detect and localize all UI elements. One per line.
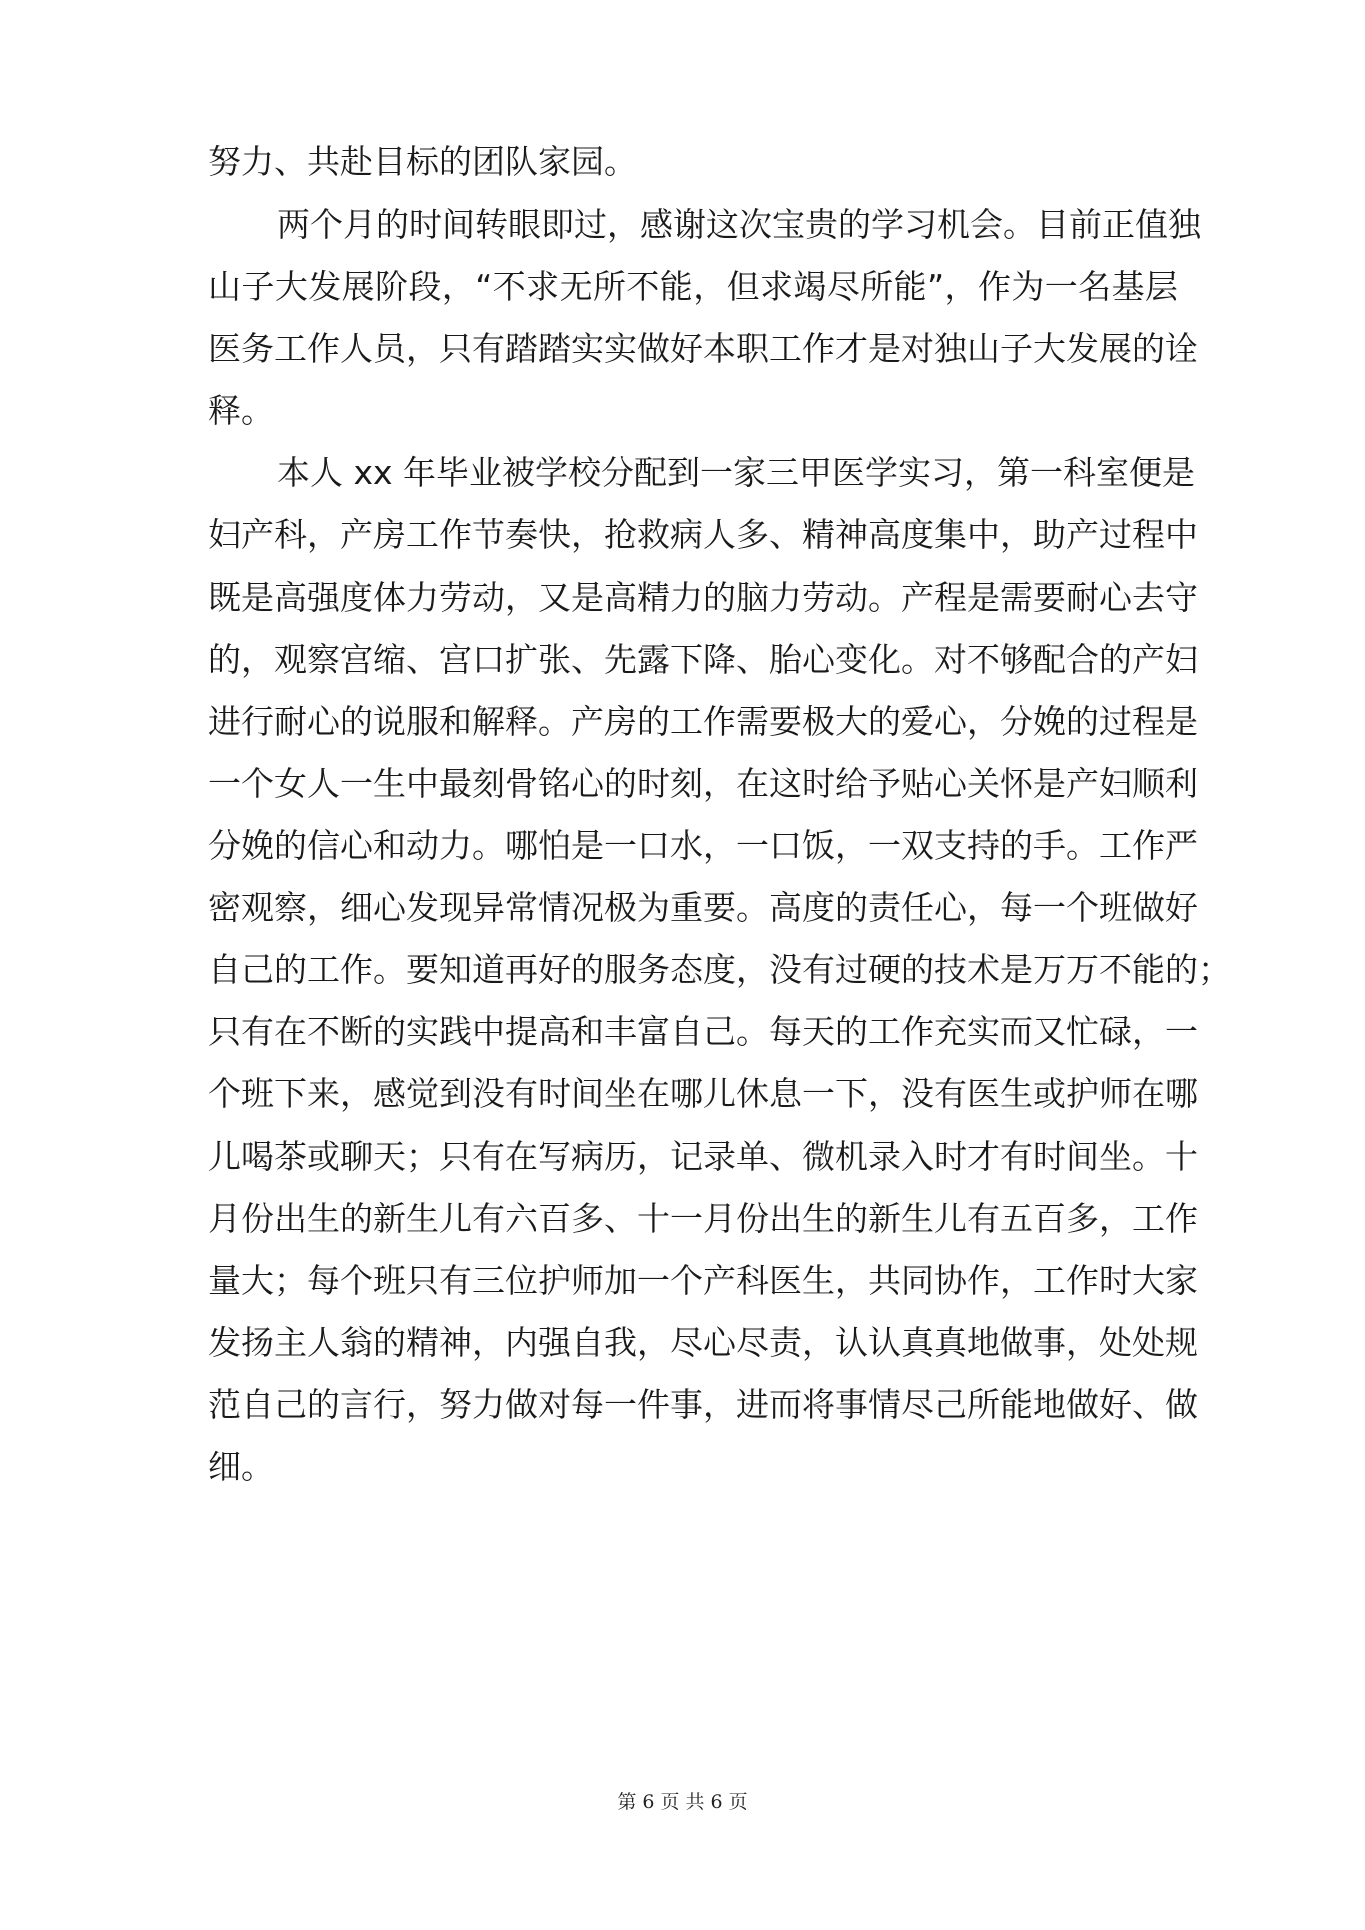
paragraph-3-line-8: 密观察，细心发现异常情况极为重要。高度的责任心，每一个班做好 [208, 888, 1198, 927]
paragraph-1-line-1: 努力、共赴目标的团队家园。 [208, 142, 637, 181]
paragraph-2-line-2: 山子大发展阶段，“不求无所不能，但求竭尽所能”，作为一名基层 [208, 267, 1178, 306]
paragraph-3-line-3: 既是高强度体力劳动，又是高精力的脑力劳动。产程是需要耐心去守 [208, 578, 1198, 617]
paragraph-2-line-3: 医务工作人员，只有踏踏实实做好本职工作才是对独山子大发展的诠 [208, 329, 1198, 368]
paragraph-3-line-14: 量大；每个班只有三位护师加一个产科医生，共同协作，工作时大家 [208, 1261, 1198, 1300]
paragraph-3-line-2: 妇产科，产房工作节奏快，抢救病人多、精神高度集中，助产过程中 [208, 515, 1198, 554]
paragraph-3-line-12: 儿喝茶或聊天；只有在写病历，记录单、微机录入时才有时间坐。十 [208, 1137, 1198, 1176]
paragraph-3-line-4: 的，观察宫缩、宫口扩张、先露下降、胎心变化。对不够配合的产妇 [208, 640, 1198, 679]
paragraph-2-line-4: 释。 [208, 391, 274, 430]
paragraph-3-line-17: 细。 [208, 1447, 274, 1486]
page-number-footer: 第 6 页 共 6 页 [617, 1791, 748, 1813]
paragraph-3-line-5: 进行耐心的说服和解释。产房的工作需要极大的爱心，分娩的过程是 [208, 702, 1198, 741]
paragraph-3-line-11: 个班下来，感觉到没有时间坐在哪儿休息一下，没有医生或护师在哪 [208, 1074, 1198, 1113]
paragraph-3-line-15: 发扬主人翁的精神，内强自我，尽心尽责，认认真真地做事，处处规 [208, 1323, 1198, 1362]
paragraph-3-line-1: 本人 xx 年毕业被学校分配到一家三甲医学实习，第一科室便是 [277, 453, 1196, 492]
paragraph-3-line-13: 月份出生的新生儿有六百多、十一月份出生的新生儿有五百多，工作 [208, 1199, 1198, 1238]
paragraph-3-line-10: 只有在不断的实践中提高和丰富自己。每天的工作充实而又忙碌，一 [208, 1012, 1198, 1051]
paragraph-3-line-9: 自己的工作。要知道再好的服务态度，没有过硬的技术是万万不能的； [208, 950, 1231, 989]
paragraph-3-line-6: 一个女人一生中最刻骨铭心的时刻，在这时给予贴心关怀是产妇顺利 [208, 764, 1198, 803]
paragraph-3-line-7: 分娩的信心和动力。哪怕是一口水，一口饭，一双支持的手。工作严 [208, 826, 1198, 865]
paragraph-2-line-1: 两个月的时间转眼即过，感谢这次宝贵的学习机会。目前正值独 [277, 205, 1201, 244]
paragraph-3-line-16: 范自己的言行，努力做对每一件事，进而将事情尽己所能地做好、做 [208, 1385, 1198, 1424]
